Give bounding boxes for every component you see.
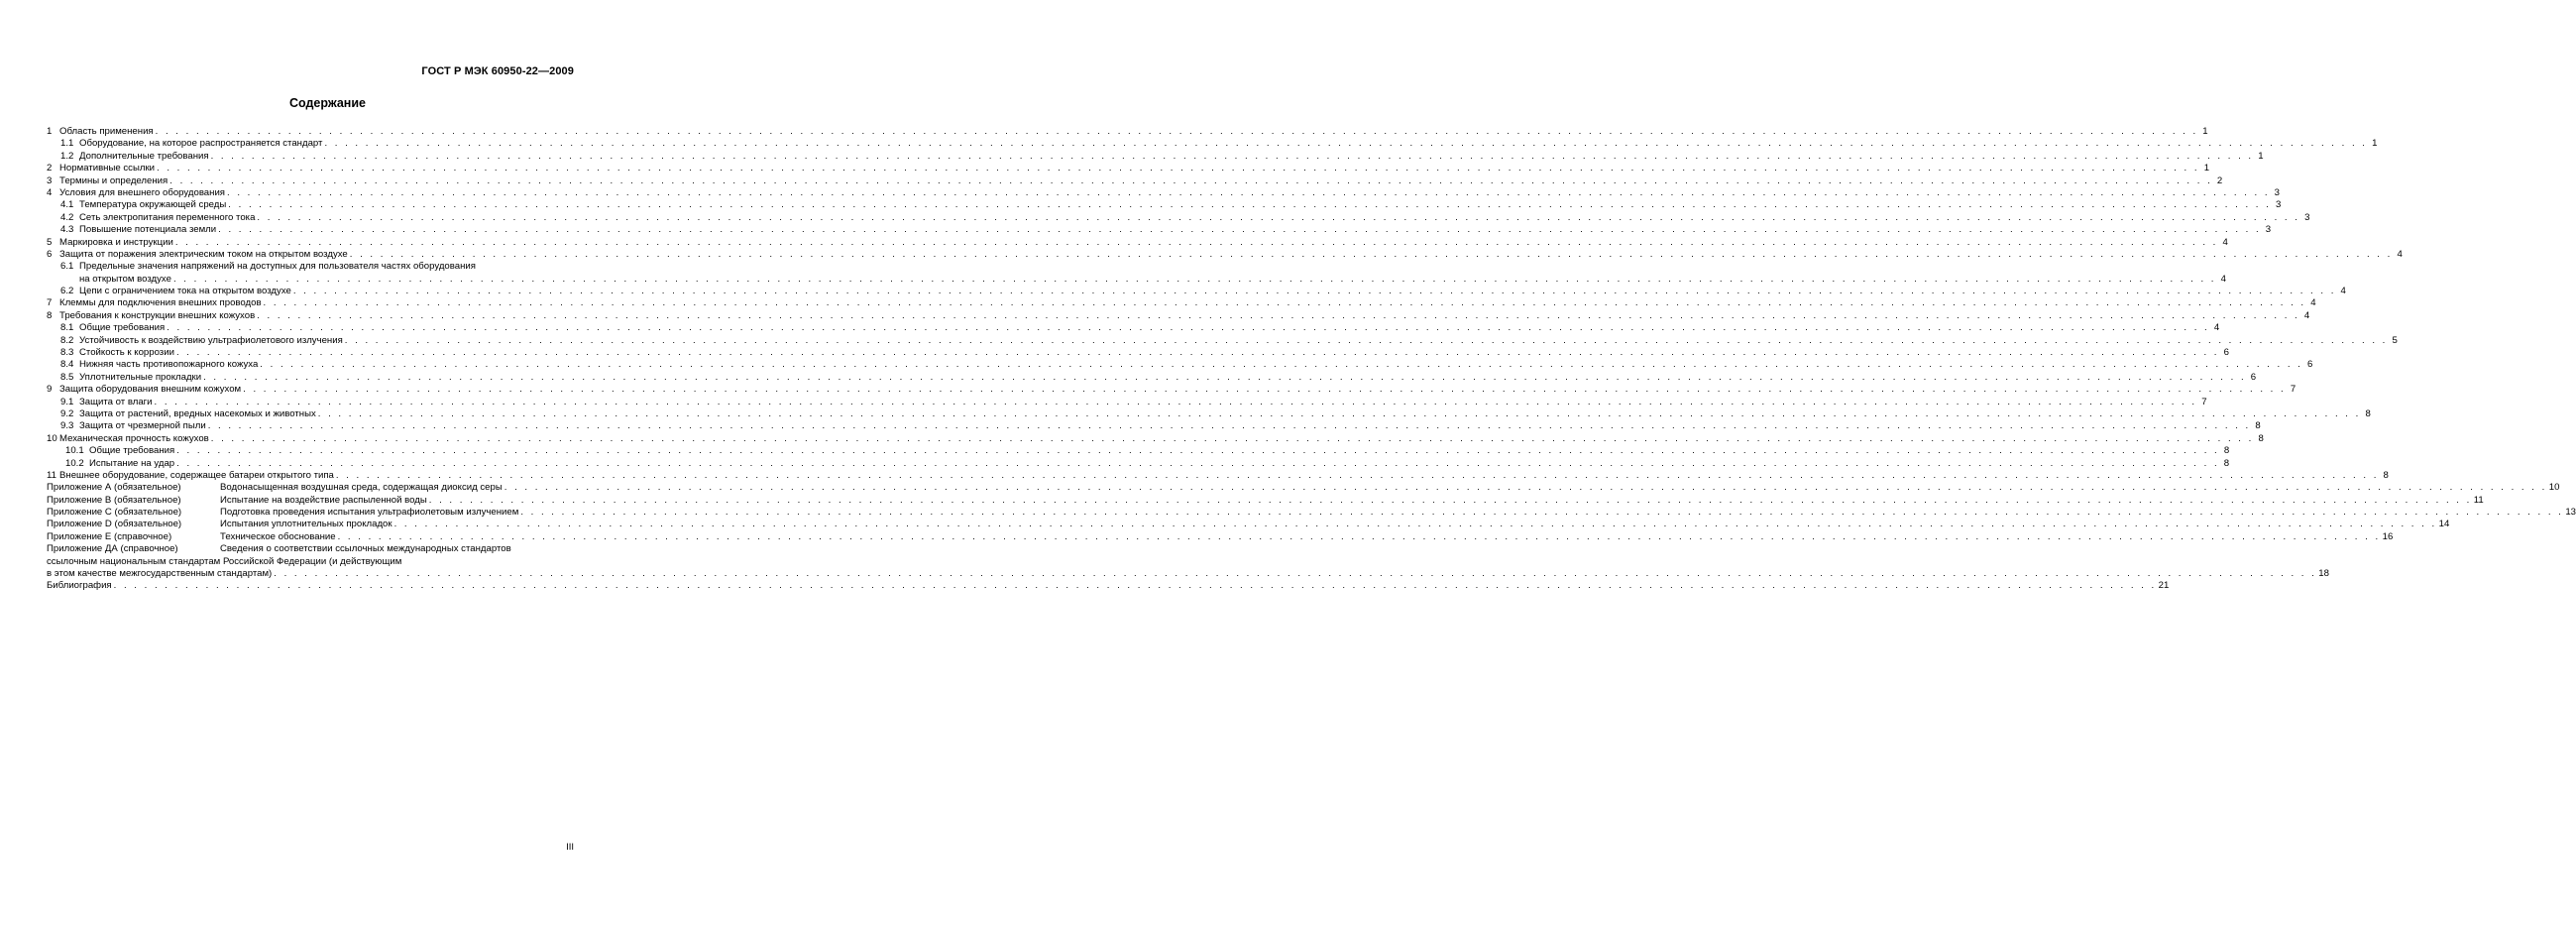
toc-entry-page: 2 [2216,174,2223,186]
toc-entry-page: 3 [2304,211,2310,223]
toc-entry-continuation [47,568,2329,580]
toc-entry-page: 7 [2201,396,2207,407]
toc-entry [47,297,2316,309]
toc-entry-page: 8 [2223,445,2230,457]
leader-dots: . . . . . . . . . . . . . . . . . . . . . . . . . . . . . . . . . . . . . . . . . . . . . . . . . . . . . . . . . . . . . . . . . . . . . . . . . . . . . . . . . . . . . . . . . . . . . . . . . . . . . . . . . . . . . . . . . . . . . . . . . . . . . . . . . . . . . . . . . . . . . . . . . . . . . . . . . . . . . . . . . . . . . . . . . . . . . . . . . . . . . . . . . . . . . . . . . . . . . . . . [228,199,2272,211]
toc-entry-number: Приложение ДА (справочное) [47,543,178,555]
toc-entry-title: Сведения о соответствии ссылочных международных стандартов [220,543,511,555]
toc-entry-number: 6 [47,248,53,260]
toc-entry-page: 8 [2255,420,2261,432]
table-of-contents [47,125,2576,593]
toc-entry-title: Испытание на удар [89,457,175,469]
toc-entry-number: 2 [47,163,53,174]
toc-entry [47,224,2272,236]
toc-entry-number: 11 [47,469,56,481]
leader-dots: . . . . . . . . . . . . . . . . . . . . . . . . . . . . . . . . . . . . . . . . . . . . . . . . . . . . . . . . . . . . . . . . . . . . . . . . . . . . . . . . . . . . . . . . . . . . . . . . . . . . . . . . . . . . . . . . . . . . . . . . . . . . . . . . . . . . . . . . . . . . . . . . . . . . . . . . . . . . . . . . . . . . . . . . . . . . . . . . . . . . . . . . . . . . . . . . . . . . . . . . [337,530,2381,542]
toc-entry-number: 5 [47,236,53,248]
toc-entry-number: 4.2 [60,211,74,223]
toc-entry [47,125,2208,138]
toc-entry-page: 8 [2223,457,2230,469]
leader-dots: . . . . . . . . . . . . . . . . . . . . . . . . . . . . . . . . . . . . . . . . . . . . . . . . . . . . . . . . . . . . . . . . . . . . . . . . . . . . . . . . . . . . . . . . . . . . . . . . . . . . . . . . . . . . . . . . . . . . . . . . . . . . . . . . . . . . . . . . . . . . . . . . . . . . . . . . . . . . . . . . . . . . . . . . . . . . . . . . . . . . . . . . . . . . . . . . . . . . . . . . [257,309,2300,321]
toc-entry [47,371,2257,384]
toc-entry-page: 7 [2290,384,2296,396]
toc-entry-title: Маркировка и инструкции [59,236,173,248]
toc-entry [47,322,2220,334]
toc-entry-title: Термины и определения [59,174,168,186]
toc-entry-title: Повышение потенциала земли [79,224,217,236]
toc-entry [47,543,578,555]
toc-entry-title: Предельные значения напряжений на доступных для пользователя частях оборудования [79,261,476,273]
toc-entry-number: 8.1 [60,322,74,334]
toc-entry-title: Общие требования [89,445,175,457]
leader-dots: . . . . . . . . . . . . . . . . . . . . . . . . . . . . . . . . . . . . . . . . . . . . . . . . . . . . . . . . . . . . . . . . . . . . . . . . . . . . . . . . . . . . . . . . . . . . . . . . . . . . . . . . . . . . . . . . . . . . . . . . . . . . . . . . . . . . . . . . . . . . . . . . . . . . . . . . . . . . . . . . . . . . . . . . . . . . . . . . . . . . . . . . . . . . . . . . . . . . . . . . [218,224,2262,236]
toc-entry [47,347,2229,359]
toc-entry-number: 10 [47,432,57,444]
toc-entry-title: Нормативные ссылки [59,163,156,174]
toc-entry-number: 8.2 [60,334,74,346]
toc-entry-title: Защита от растений, вредных насекомых и животных [79,407,316,419]
toc-entry-number: 10.1 [65,445,84,457]
toc-entry-title: Подготовка проведения испытания ультрафиолетовым излучением [220,507,519,519]
toc-entry [47,580,2170,592]
toc-entry [47,163,2210,174]
leader-dots: . . . . . . . . . . . . . . . . . . . . . . . . . . . . . . . . . . . . . . . . . . . . . . . . . . . . . . . . . . . . . . . . . . . . . . . . . . . . . . . . . . . . . . . . . . . . . . . . . . . . . . . . . . . . . . . . . . . . . . . . . . . . . . . . . . . . . . . . . . . . . . . . . . . . . . . . . . . . . . . . . . . . . . . . . . . . . . . . . . . . . . . . . . . . . . . . . . . . . . . . [335,469,2379,481]
leader-dots: . . . . . . . . . . . . . . . . . . . . . . . . . . . . . . . . . . . . . . . . . . . . . . . . . . . . . . . . . . . . . . . . . . . . . . . . . . . . . . . . . . . . . . . . . . . . . . . . . . . . . . . . . . . . . . . . . . . . . . . . . . . . . . . . . . . . . . . . . . . . . . . . . . . . . . . . . . . . . . . . . . . . . . . . . . . . . . . . . . . . . . . . . . . . . . . . . . . . . . . . [504,482,2547,494]
toc-entry-title: Водонасыщенная воздушная среда, содержащая диоксид серы [220,482,503,494]
toc-entry-page: 11 [2473,494,2484,506]
toc-entry-page: 4 [2340,286,2346,297]
toc-entry-page: 1 [2202,125,2208,137]
toc-entry-number: 3 [47,174,53,186]
toc-entry-title: Устойчивость к воздействию ультрафиолетового излучения [79,334,343,346]
toc-entry-number: 9 [47,384,53,396]
leader-dots: . . . . . . . . . . . . . . . . . . . . . . . . . . . . . . . . . . . . . . . . . . . . . . . . . . . . . . . . . . . . . . . . . . . . . . . . . . . . . . . . . . . . . . . . . . . . . . . . . . . . . . . . . . . . . . . . . . . . . . . . . . . . . . . . . . . . . . . . . . . . . . . . . . . . . . . . . . . . . . . . . . . . . . . . . . . . . . . . . . . . . . . . . . . . . . . . . . . . . . . . [176,457,2220,469]
toc-entry-continuation [47,273,2226,286]
toc-entry-page: 4 [2220,273,2226,285]
toc-entry [47,407,2371,420]
toc-entry-page: 1 [2372,138,2378,150]
toc-entry-title: Защита от чрезмерной пыли [79,420,206,432]
toc-entry-title: Общие требования [79,322,166,334]
toc-entry-page: 5 [2392,334,2398,346]
toc-entry [47,211,2310,224]
page-title: Содержание [288,96,366,110]
toc-entry [47,334,2398,347]
toc-entry [47,199,2282,211]
leader-dots: . . . . . . . . . . . . . . . . . . . . . . . . . . . . . . . . . . . . . . . . . . . . . . . . . . . . . . . . . . . . . . . . . . . . . . . . . . . . . . . . . . . . . . . . . . . . . . . . . . . . . . . . . . . . . . . . . . . . . . . . . . . . . . . . . . . . . . . . . . . . . . . . . . . . . . . . . . . . . . . . . . . . . . . . . . . . . . . . . . . . . . . . . . . . . . . . . . . . . . . . [520,507,2564,519]
toc-entry-title: Защита оборудования внешним кожухом [59,384,242,396]
toc-entry-title: Цепи с ограничением тока на открытом воздухе [79,286,291,297]
leader-dots: . . . . . . . . . . . . . . . . . . . . . . . . . . . . . . . . . . . . . . . . . . . . . . . . . . . . . . . . . . . . . . . . . . . . . . . . . . . . . . . . . . . . . . . . . . . . . . . . . . . . . . . . . . . . . . . . . . . . . . . . . . . . . . . . . . . . . . . . . . . . . . . . . . . . . . . . . . . . . . . . . . . . . . . . . . . . . . . . . . . . . . . . . . . . . . . . . . . . . . . . [176,445,2220,457]
toc-entry-number: 8.3 [60,347,74,359]
toc-entry [47,469,2389,482]
toc-entry [47,396,2207,408]
toc-entry-title: Сеть электропитания переменного тока [79,211,256,223]
leader-dots: . . . . . . . . . . . . . . . . . . . . . . . . . . . . . . . . . . . . . . . . . . . . . . . . . . . . . . . . . . . . . . . . . . . . . . . . . . . . . . . . . . . . . . . . . . . . . . . . . . . . . . . . . . . . . . . . . . . . . . . . . . . . . . . . . . . . . . . . . . . . . . . . . . . . . . . . . . . . . . . . . . . . . . . . . . . . . . . . . . . . . . . . . . . . . . . . . . . . . . . . [210,432,2254,444]
toc-entry-page: 3 [2275,199,2282,211]
toc-entry-number: 1 [47,125,53,137]
document-code: ГОСТ Р МЭК 60950-22—2009 [421,65,574,77]
toc-entry-page: 13 [2565,507,2576,519]
toc-entry-number: Приложение А (обязательное) [47,482,181,494]
toc-entry-title: Температура окружающей среды [79,199,227,211]
leader-dots: . . . . . . . . . . . . . . . . . . . . . . . . . . . . . . . . . . . . . . . . . . . . . . . . . . . . . . . . . . . . . . . . . . . . . . . . . . . . . . . . . . . . . . . . . . . . . . . . . . . . . . . . . . . . . . . . . . . . . . . . . . . . . . . . . . . . . . . . . . . . . . . . . . . . . . . . . . . . . . . . . . . . . . . . . . . . . . . . . . . . . . . . . . . . . . . . . . . . . . . . [243,384,2287,396]
leader-dots: . . . . . . . . . . . . . . . . . . . . . . . . . . . . . . . . . . . . . . . . . . . . . . . . . . . . . . . . . . . . . . . . . . . . . . . . . . . . . . . . . . . . . . . . . . . . . . . . . . . . . . . . . . . . . . . . . . . . . . . . . . . . . . . . . . . . . . . . . . . . . . . . . . . . . . . . . . . . . . . . . . . . . . . . . . . . . . . . . . . . . . . . . . . . . . . . . . . . . . . . [324,138,2368,150]
toc-entry [47,261,578,273]
leader-dots: . . . . . . . . . . . . . . . . . . . . . . . . . . . . . . . . . . . . . . . . . . . . . . . . . . . . . . . . . . . . . . . . . . . . . . . . . . . . . . . . . . . . . . . . . . . . . . . . . . . . . . . . . . . . . . . . . . . . . . . . . . . . . . . . . . . . . . . . . . . . . . . . . . . . . . . . . . . . . . . . . . . . . . . . . . . . . . . . . . . . . . . . . . . . . . . . . . . . . . . . [227,186,2271,198]
leader-dots: . . . . . . . . . . . . . . . . . . . . . . . . . . . . . . . . . . . . . . . . . . . . . . . . . . . . . . . . . . . . . . . . . . . . . . . . . . . . . . . . . . . . . . . . . . . . . . . . . . . . . . . . . . . . . . . . . . . . . . . . . . . . . . . . . . . . . . . . . . . . . . . . . . . . . . . . . . . . . . . . . . . . . . . . . . . . . . . . . . . . . . . . . . . . . . . . . . . . . . . . [203,371,2247,383]
toc-entry [47,432,2264,445]
leader-dots: . . . . . . . . . . . . . . . . . . . . . . . . . . . . . . . . . . . . . . . . . . . . . . . . . . . . . . . . . . . . . . . . . . . . . . . . . . . . . . . . . . . . . . . . . . . . . . . . . . . . . . . . . . . . . . . . . . . . . . . . . . . . . . . . . . . . . . . . . . . . . . . . . . . . . . . . . . . . . . . . . . . . . . . . . . . . . . . . . . . . . . . . . . . . . . . . . . . . . . . . [169,174,2213,186]
leader-dots: . . . . . . . . . . . . . . . . . . . . . . . . . . . . . . . . . . . . . . . . . . . . . . . . . . . . . . . . . . . . . . . . . . . . . . . . . . . . . . . . . . . . . . . . . . . . . . . . . . . . . . . . . . . . . . . . . . . . . . . . . . . . . . . . . . . . . . . . . . . . . . . . . . . . . . . . . . . . . . . . . . . . . . . . . . . . . . . . . . . . . . . . . . . . . . . . . . . . . . . . [167,322,2210,334]
toc-entry-number: 6.2 [60,286,74,297]
toc-entry-title: Техническое обоснование [220,530,336,542]
toc-entry-page: 4 [2303,309,2310,321]
toc-entry-number: 8.4 [60,359,74,371]
toc-entry-continuation [47,556,578,568]
toc-entry [47,150,2264,163]
leader-dots: . . . . . . . . . . . . . . . . . . . . . . . . . . . . . . . . . . . . . . . . . . . . . . . . . . . . . . . . . . . . . . . . . . . . . . . . . . . . . . . . . . . . . . . . . . . . . . . . . . . . . . . . . . . . . . . . . . . . . . . . . . . . . . . . . . . . . . . . . . . . . . . . . . . . . . . . . . . . . . . . . . . . . . . . . . . . . . . . . . . . . . . . . . . . . . . . . . . . . . . . [393,519,2437,530]
leader-dots: . . . . . . . . . . . . . . . . . . . . . . . . . . . . . . . . . . . . . . . . . . . . . . . . . . . . . . . . . . . . . . . . . . . . . . . . . . . . . . . . . . . . . . . . . . . . . . . . . . . . . . . . . . . . . . . . . . . . . . . . . . . . . . . . . . . . . . . . . . . . . . . . . . . . . . . . . . . . . . . . . . . . . . . . . . . . . . . . . . . . . . . . . . . . . . . . . . . . . . . . [155,125,2198,137]
toc-entry-title: Оборудование, на которое распространяется стандарт [79,138,323,150]
toc-entry-title: Требования к конструкции внешних кожухов [59,309,256,321]
toc-entry [47,507,2576,519]
leader-dots: . . . . . . . . . . . . . . . . . . . . . . . . . . . . . . . . . . . . . . . . . . . . . . . . . . . . . . . . . . . . . . . . . . . . . . . . . . . . . . . . . . . . . . . . . . . . . . . . . . . . . . . . . . . . . . . . . . . . . . . . . . . . . . . . . . . . . . . . . . . . . . . . . . . . . . . . . . . . . . . . . . . . . . . . . . . . . . . . . . . . . . . . . . . . . . . . . . . . . . . . [317,407,2361,419]
toc-entry-page: 1 [2203,163,2210,174]
toc-entry-number: 8 [47,309,53,321]
leader-dots: . . . . . . . . . . . . . . . . . . . . . . . . . . . . . . . . . . . . . . . . . . . . . . . . . . . . . . . . . . . . . . . . . . . . . . . . . . . . . . . . . . . . . . . . . . . . . . . . . . . . . . . . . . . . . . . . . . . . . . . . . . . . . . . . . . . . . . . . . . . . . . . . . . . . . . . . . . . . . . . . . . . . . . . . . . . . . . . . . . . . . . . . . . . . . . . . . . . . . . . . [292,286,2336,297]
leader-dots: . . . . . . . . . . . . . . . . . . . . . . . . . . . . . . . . . . . . . . . . . . . . . . . . . . . . . . . . . . . . . . . . . . . . . . . . . . . . . . . . . . . . . . . . . . . . . . . . . . . . . . . . . . . . . . . . . . . . . . . . . . . . . . . . . . . . . . . . . . . . . . . . . . . . . . . . . . . . . . . . . . . . . . . . . . . . . . . . . . . . . . . . . . . . . . . . . . . . . . . . [157,163,2200,174]
toc-entry-title-line2: на открытом воздухе [79,273,171,285]
toc-entry [47,445,2230,457]
toc-entry-title: Условия для внешнего оборудования [59,186,225,198]
toc-entry [47,384,2296,396]
toc-entry-number: 4 [47,186,53,198]
leader-dots: . . . . . . . . . . . . . . . . . . . . . . . . . . . . . . . . . . . . . . . . . . . . . . . . . . . . . . . . . . . . . . . . . . . . . . . . . . . . . . . . . . . . . . . . . . . . . . . . . . . . . . . . . . . . . . . . . . . . . . . . . . . . . . . . . . . . . . . . . . . . . . . . . . . . . . . . . . . . . . . . . . . . . . . . . . . . . . . . . . . . . . . . . . . . . . . . . . . . . . . . [344,334,2388,346]
toc-entry-number: Приложение С (обязательное) [47,507,182,519]
toc-entry [47,309,2310,322]
toc-entry-title: Уплотнительные прокладки [79,371,202,383]
toc-entry-page: 8 [2365,407,2371,419]
toc-entry-page: 21 [2158,580,2170,592]
toc-entry-page: 4 [2222,236,2228,248]
toc-entry-title: Защита от влаги [79,396,153,407]
toc-entry-page: 16 [2382,530,2394,542]
toc-entry-page: 6 [2250,371,2257,383]
toc-entry-number: 8.5 [60,371,74,383]
toc-entry-title: Область применения [59,125,154,137]
toc-entry [47,174,2223,187]
toc-entry [47,494,2484,507]
page-number: III [566,842,574,853]
toc-entry-title: Дополнительные требования [79,150,209,162]
leader-dots: . . . . . . . . . . . . . . . . . . . . . . . . . . . . . . . . . . . . . . . . . . . . . . . . . . . . . . . . . . . . . . . . . . . . . . . . . . . . . . . . . . . . . . . . . . . . . . . . . . . . . . . . . . . . . . . . . . . . . . . . . . . . . . . . . . . . . . . . . . . . . . . . . . . . . . . . . . . . . . . . . . . . . . . . . . . . . . . . . . . . . . . . . . . . . . . . . . . . . . . . [349,248,2393,260]
toc-entry-page: 3 [2265,224,2272,236]
toc-entry [47,138,2378,150]
toc-entry [47,359,2313,371]
toc-entry-page: 3 [2274,186,2281,198]
toc-entry [47,519,2450,531]
toc-entry-page: 6 [2306,359,2313,371]
toc-entry [47,186,2281,199]
toc-entry-number: Приложение Е (справочное) [47,530,172,542]
toc-entry-number: 7 [47,297,53,309]
toc-entry [47,457,2230,470]
toc-entry-number: 9.1 [60,396,74,407]
leader-dots: . . . . . . . . . . . . . . . . . . . . . . . . . . . . . . . . . . . . . . . . . . . . . . . . . . . . . . . . . . . . . . . . . . . . . . . . . . . . . . . . . . . . . . . . . . . . . . . . . . . . . . . . . . . . . . . . . . . . . . . . . . . . . . . . . . . . . . . . . . . . . . . . . . . . . . . . . . . . . . . . . . . . . . . . . . . . . . . . . . . . . . . . . . . . . . . . . . . . . . . . [174,236,2218,248]
toc-entry [47,286,2346,297]
toc-entry-page: 4 [2213,322,2220,334]
toc-entry-page: 4 [2397,248,2403,260]
toc-entry [47,482,2560,494]
toc-entry-number: 4.3 [60,224,74,236]
toc-entry-page: 10 [2548,482,2560,494]
toc-entry-number: 9.3 [60,420,74,432]
leader-dots: . . . . . . . . . . . . . . . . . . . . . . . . . . . . . . . . . . . . . . . . . . . . . . . . . . . . . . . . . . . . . . . . . . . . . . . . . . . . . . . . . . . . . . . . . . . . . . . . . . . . . . . . . . . . . . . . . . . . . . . . . . . . . . . . . . . . . . . . . . . . . . . . . . . . . . . . . . . . . . . . . . . . . . . . . . . . . . . . . . . . . . . . . . . . . . . . . . . . . . . . [113,580,2157,592]
toc-entry-title: Нижняя часть противопожарного кожуха [79,359,259,371]
toc-entry-page: 8 [2383,469,2389,481]
toc-entry-number: Приложение D (обязательное) [47,519,182,530]
leader-dots: . . . . . . . . . . . . . . . . . . . . . . . . . . . . . . . . . . . . . . . . . . . . . . . . . . . . . . . . . . . . . . . . . . . . . . . . . . . . . . . . . . . . . . . . . . . . . . . . . . . . . . . . . . . . . . . . . . . . . . . . . . . . . . . . . . . . . . . . . . . . . . . . . . . . . . . . . . . . . . . . . . . . . . . . . . . . . . . . . . . . . . . . . . . . . . . . . . . . . . . . [207,420,2251,432]
toc-entry-number: 4.1 [60,199,74,211]
toc-entry-title: Защита от поражения электрическим током на открытом воздухе [59,248,348,260]
toc-entry [47,420,2261,432]
toc-entry-title: Внешнее оборудование, содержащее батареи открытого типа [59,469,334,481]
toc-entry-title-line3: в этом качестве межгосударственным стандартам) [47,568,273,580]
leader-dots: . . . . . . . . . . . . . . . . . . . . . . . . . . . . . . . . . . . . . . . . . . . . . . . . . . . . . . . . . . . . . . . . . . . . . . . . . . . . . . . . . . . . . . . . . . . . . . . . . . . . . . . . . . . . . . . . . . . . . . . . . . . . . . . . . . . . . . . . . . . . . . . . . . . . . . . . . . . . . . . . . . . . . . . . . . . . . . . . . . . . . . . . . . . . . . . . . . . . . . . . [428,494,2472,506]
toc-entry-number: 6.1 [60,261,74,273]
toc-entry-page: 8 [2258,432,2264,444]
toc-entry-title: Механическая прочность кожухов [59,432,209,444]
toc-entry-number: 1.1 [60,138,74,150]
leader-dots: . . . . . . . . . . . . . . . . . . . . . . . . . . . . . . . . . . . . . . . . . . . . . . . . . . . . . . . . . . . . . . . . . . . . . . . . . . . . . . . . . . . . . . . . . . . . . . . . . . . . . . . . . . . . . . . . . . . . . . . . . . . . . . . . . . . . . . . . . . . . . . . . . . . . . . . . . . . . . . . . . . . . . . . . . . . . . . . . . . . . . . . . . . . . . . . . . . . . . . . . [260,359,2303,371]
toc-entry-number: 9.2 [60,407,74,419]
leader-dots: . . . . . . . . . . . . . . . . . . . . . . . . . . . . . . . . . . . . . . . . . . . . . . . . . . . . . . . . . . . . . . . . . . . . . . . . . . . . . . . . . . . . . . . . . . . . . . . . . . . . . . . . . . . . . . . . . . . . . . . . . . . . . . . . . . . . . . . . . . . . . . . . . . . . . . . . . . . . . . . . . . . . . . . . . . . . . . . . . . . . . . . . . . . . . . . . . . . . . . . . [154,396,2197,407]
leader-dots: . . . . . . . . . . . . . . . . . . . . . . . . . . . . . . . . . . . . . . . . . . . . . . . . . . . . . . . . . . . . . . . . . . . . . . . . . . . . . . . . . . . . . . . . . . . . . . . . . . . . . . . . . . . . . . . . . . . . . . . . . . . . . . . . . . . . . . . . . . . . . . . . . . . . . . . . . . . . . . . . . . . . . . . . . . . . . . . . . . . . . . . . . . . . . . . . . . . . . . . . [274,568,2317,580]
toc-entry [47,530,2394,543]
toc-entry [47,236,2228,249]
toc-entry-title: Стойкость к коррозии [79,347,174,359]
leader-dots: . . . . . . . . . . . . . . . . . . . . . . . . . . . . . . . . . . . . . . . . . . . . . . . . . . . . . . . . . . . . . . . . . . . . . . . . . . . . . . . . . . . . . . . . . . . . . . . . . . . . . . . . . . . . . . . . . . . . . . . . . . . . . . . . . . . . . . . . . . . . . . . . . . . . . . . . . . . . . . . . . . . . . . . . . . . . . . . . . . . . . . . . . . . . . . . . . . . . . . . . [210,150,2254,162]
leader-dots: . . . . . . . . . . . . . . . . . . . . . . . . . . . . . . . . . . . . . . . . . . . . . . . . . . . . . . . . . . . . . . . . . . . . . . . . . . . . . . . . . . . . . . . . . . . . . . . . . . . . . . . . . . . . . . . . . . . . . . . . . . . . . . . . . . . . . . . . . . . . . . . . . . . . . . . . . . . . . . . . . . . . . . . . . . . . . . . . . . . . . . . . . . . . . . . . . . . . . . . . [263,297,2306,309]
toc-entry-page: 4 [2310,297,2316,309]
leader-dots: . . . . . . . . . . . . . . . . . . . . . . . . . . . . . . . . . . . . . . . . . . . . . . . . . . . . . . . . . . . . . . . . . . . . . . . . . . . . . . . . . . . . . . . . . . . . . . . . . . . . . . . . . . . . . . . . . . . . . . . . . . . . . . . . . . . . . . . . . . . . . . . . . . . . . . . . . . . . . . . . . . . . . . . . . . . . . . . . . . . . . . . . . . . . . . . . . . . . . . . . [175,347,2219,359]
toc-entry-page: 1 [2258,150,2264,162]
toc-entry-number: 1.2 [60,150,74,162]
toc-entry-title: Испытание на воздействие распыленной воды [220,494,427,506]
toc-entry [47,248,2403,261]
leader-dots: . . . . . . . . . . . . . . . . . . . . . . . . . . . . . . . . . . . . . . . . . . . . . . . . . . . . . . . . . . . . . . . . . . . . . . . . . . . . . . . . . . . . . . . . . . . . . . . . . . . . . . . . . . . . . . . . . . . . . . . . . . . . . . . . . . . . . . . . . . . . . . . . . . . . . . . . . . . . . . . . . . . . . . . . . . . . . . . . . . . . . . . . . . . . . . . . . . . . . . . . [257,211,2300,223]
toc-entry-number: Приложение В (обязательное) [47,494,181,506]
toc-entry-page: 6 [2223,347,2229,359]
toc-entry-page: 18 [2318,568,2329,580]
leader-dots: . . . . . . . . . . . . . . . . . . . . . . . . . . . . . . . . . . . . . . . . . . . . . . . . . . . . . . . . . . . . . . . . . . . . . . . . . . . . . . . . . . . . . . . . . . . . . . . . . . . . . . . . . . . . . . . . . . . . . . . . . . . . . . . . . . . . . . . . . . . . . . . . . . . . . . . . . . . . . . . . . . . . . . . . . . . . . . . . . . . . . . . . . . . . . . . . . . . . . . . . [172,273,2216,285]
toc-entry-title: Испытания уплотнительных прокладок [220,519,392,530]
toc-entry-title: Клеммы для подключения внешних проводов [59,297,262,309]
toc-entry-title-line2: ссылочным национальным стандартам Российской Федерации (и действующим [47,555,402,567]
toc-entry-title: Библиография [47,580,112,592]
toc-entry-page: 14 [2438,519,2450,530]
toc-entry-number: 10.2 [65,457,84,469]
